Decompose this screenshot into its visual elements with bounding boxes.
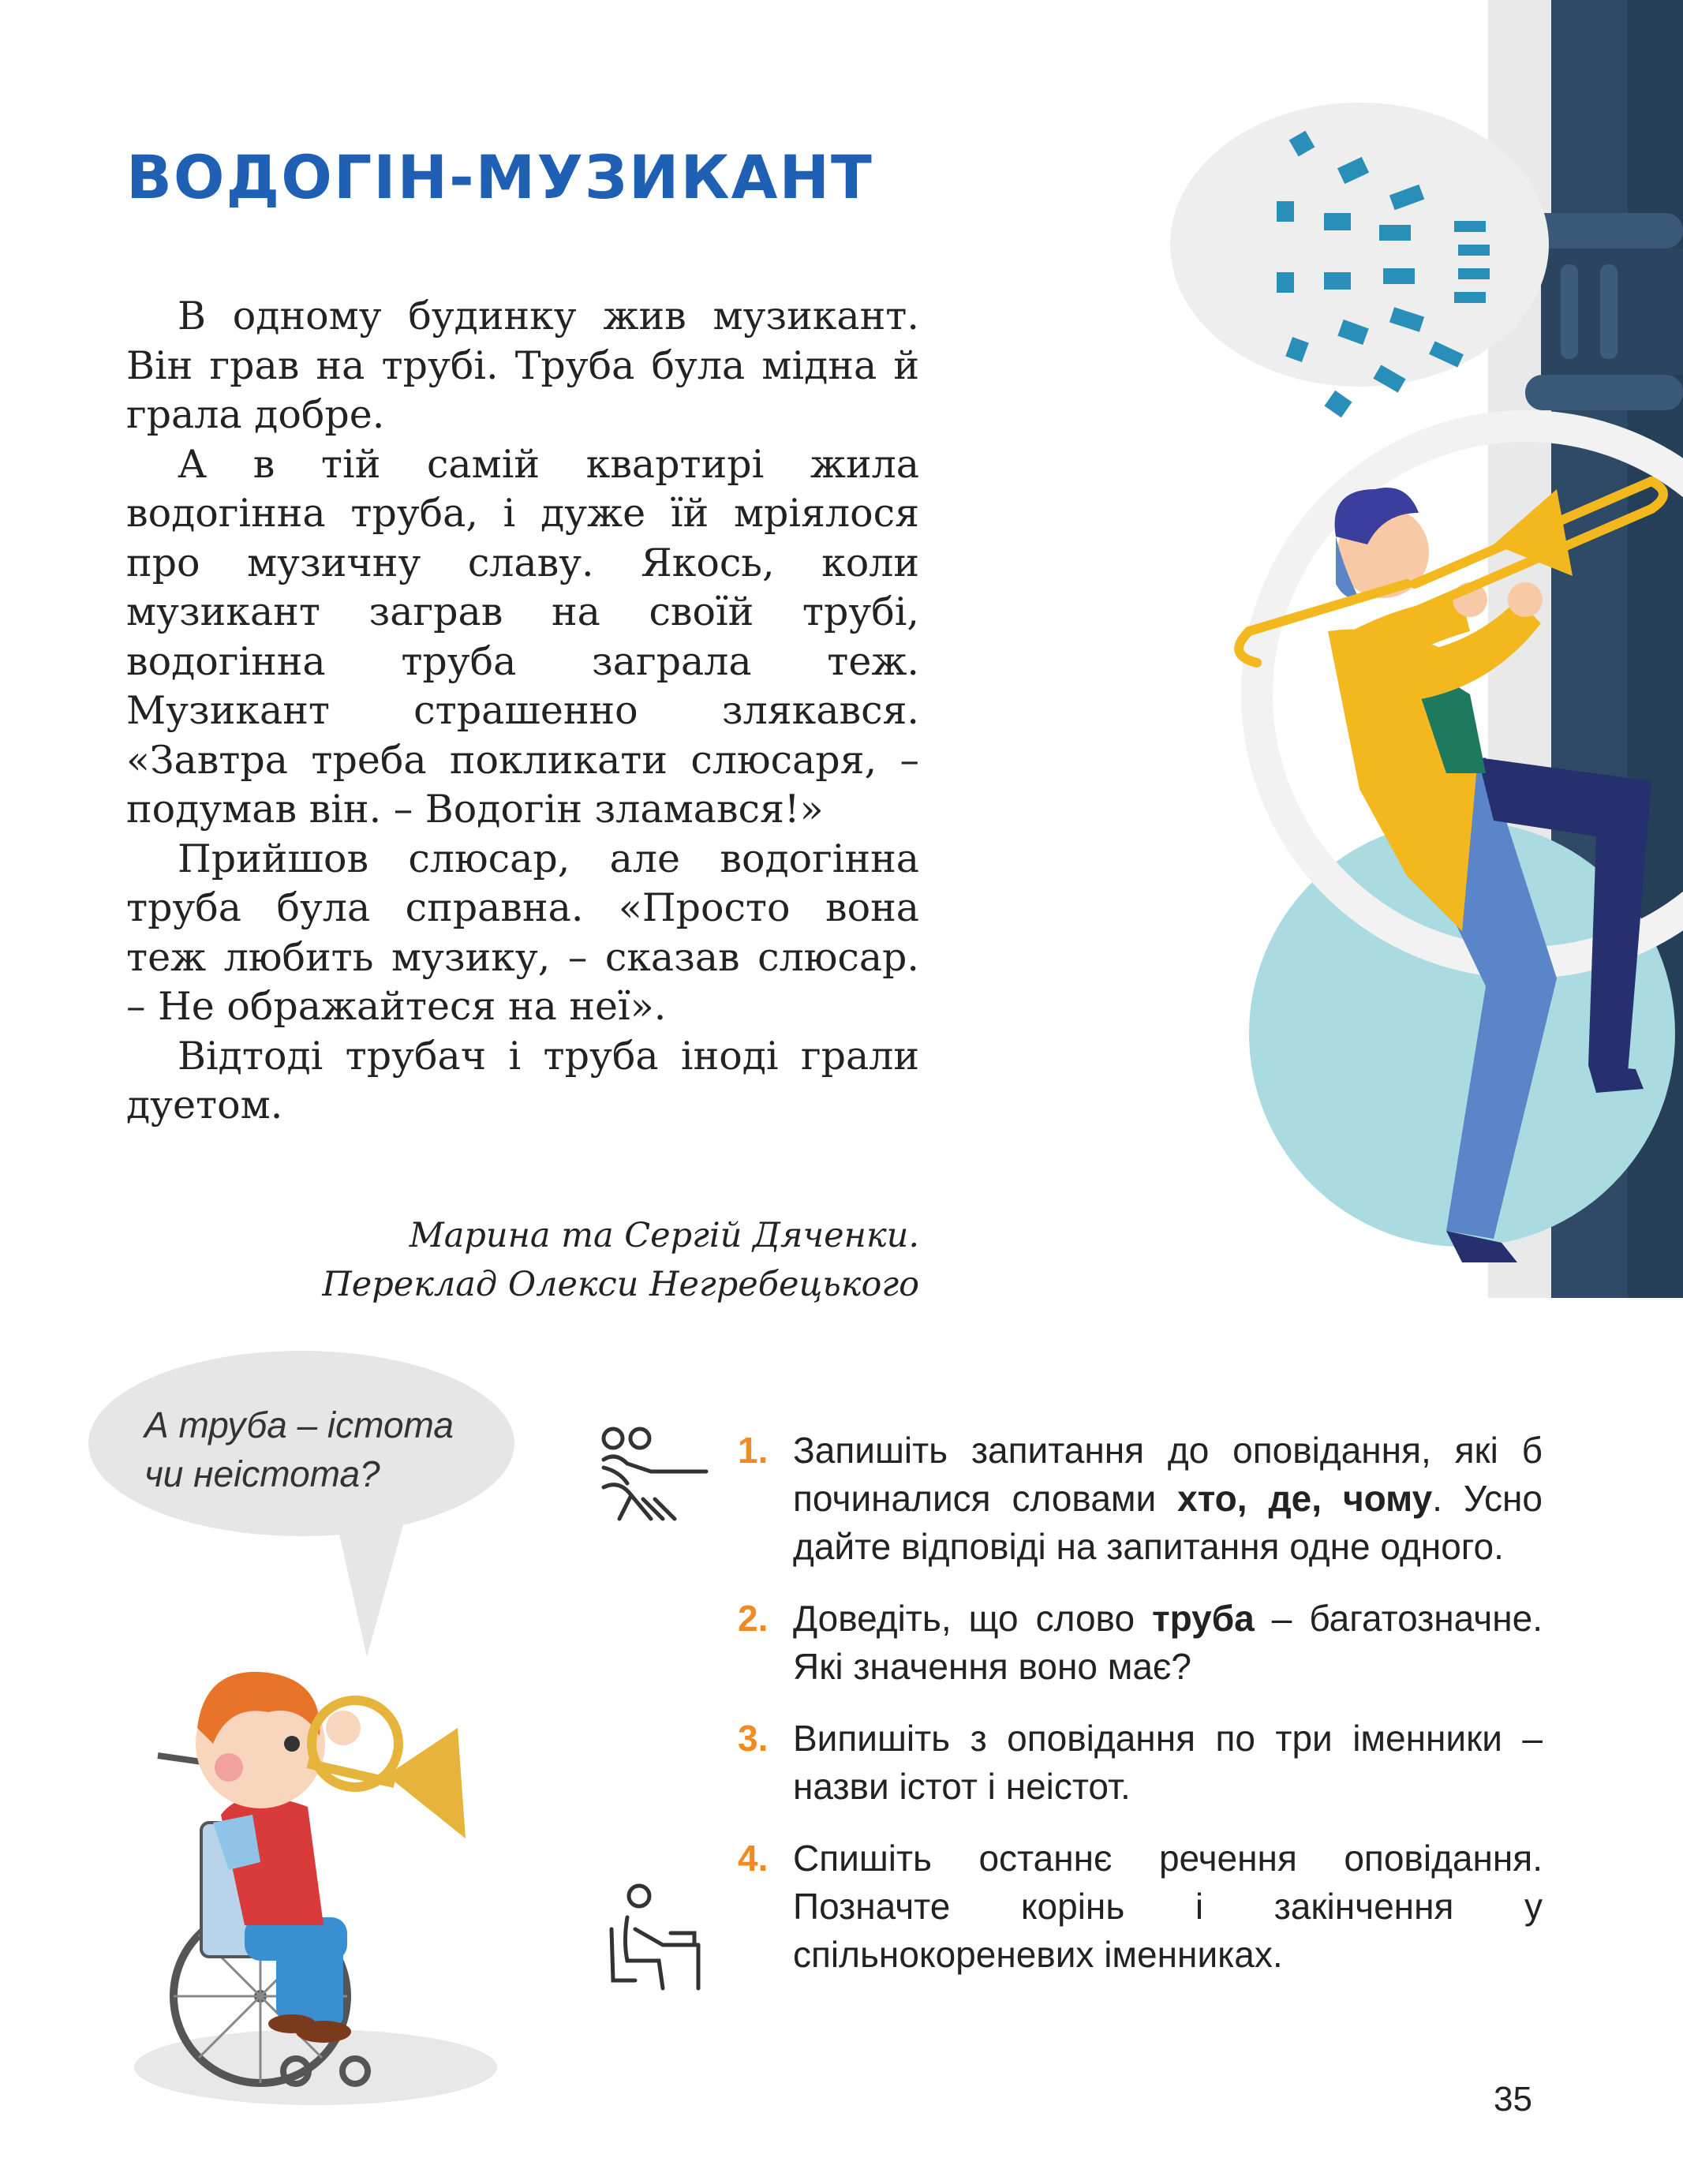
task-text: – багатозначне. Які значення воно має? <box>793 1598 1543 1687</box>
story-paragraph: А в тій самій квартирі жила водогінна труба, і дуже їй мріялося про музичну славу. Якось, коли музикант заграв на своїй трубі, водогінна труба заграла теж. Музикант страшенно злякався. «Завтра треба покликати слюсаря, – подумав він. – Водогін зламався!» <box>126 441 919 832</box>
trombone-musician-illustration <box>1146 0 1683 1302</box>
task-item <box>738 1595 1543 1691</box>
task-text: Спишіть останнє речення оповідання. Позначте корінь і закінчення у спільнокореневих іменниках. <box>793 1838 1543 1975</box>
story-paragraph: Прийшов слюсар, але водогінна труба була справна. «Просто вона теж любить музику, – сказав слюсар. – Не ображайтеся на неї». <box>126 836 919 1029</box>
task-number: 3. <box>738 1718 769 1759</box>
author-credit <box>126 1211 919 1309</box>
story-paragraph: В одному будинку жив музикант. Він грав на трубі. Труба була мідна й грала добре. <box>126 294 919 437</box>
boy-with-horn-illustration <box>126 1625 537 2115</box>
translator-name: Переклад Олекси Негребецького <box>322 1265 919 1304</box>
task-number: 4. <box>738 1838 769 1879</box>
writing-desk-icon <box>604 1882 706 1992</box>
author-names: Марина та Сергій Дяченки. <box>409 1216 919 1255</box>
task-text: Запишіть запитання до оповідання, які б починалися словами <box>793 1430 1543 1519</box>
task-keyword: труба <box>1152 1598 1255 1639</box>
task-item <box>738 1427 1543 1571</box>
bubble-line: чи неістота? <box>144 1453 380 1494</box>
task-text: . Усно дайте відповіді на запитання одне одного. <box>793 1478 1543 1567</box>
task-item <box>738 1834 1543 1979</box>
task-text: Доведіть, що слово <box>793 1598 1153 1639</box>
task-keywords: хто, де, чому <box>1177 1478 1433 1519</box>
story-paragraph: Відтоді трубач і труба іноді грали дуетом. <box>126 1033 919 1128</box>
spray-cloud <box>1170 103 1549 387</box>
task-text: Випишіть з оповідання по три іменники – назви істот і неістот. <box>793 1718 1543 1807</box>
page-title: ВОДОГІН-МУЗИКАНТ <box>126 142 873 212</box>
task-item <box>738 1715 1543 1811</box>
task-list <box>738 1427 1543 2003</box>
group-work-icon <box>596 1424 722 1527</box>
story-text <box>126 292 919 1131</box>
page-number: 35 <box>1494 2080 1532 2119</box>
bubble-line: А труба – істота <box>144 1404 454 1445</box>
task-number: 2. <box>738 1598 769 1639</box>
task-number: 1. <box>738 1430 769 1471</box>
speech-bubble-text <box>144 1401 484 1498</box>
